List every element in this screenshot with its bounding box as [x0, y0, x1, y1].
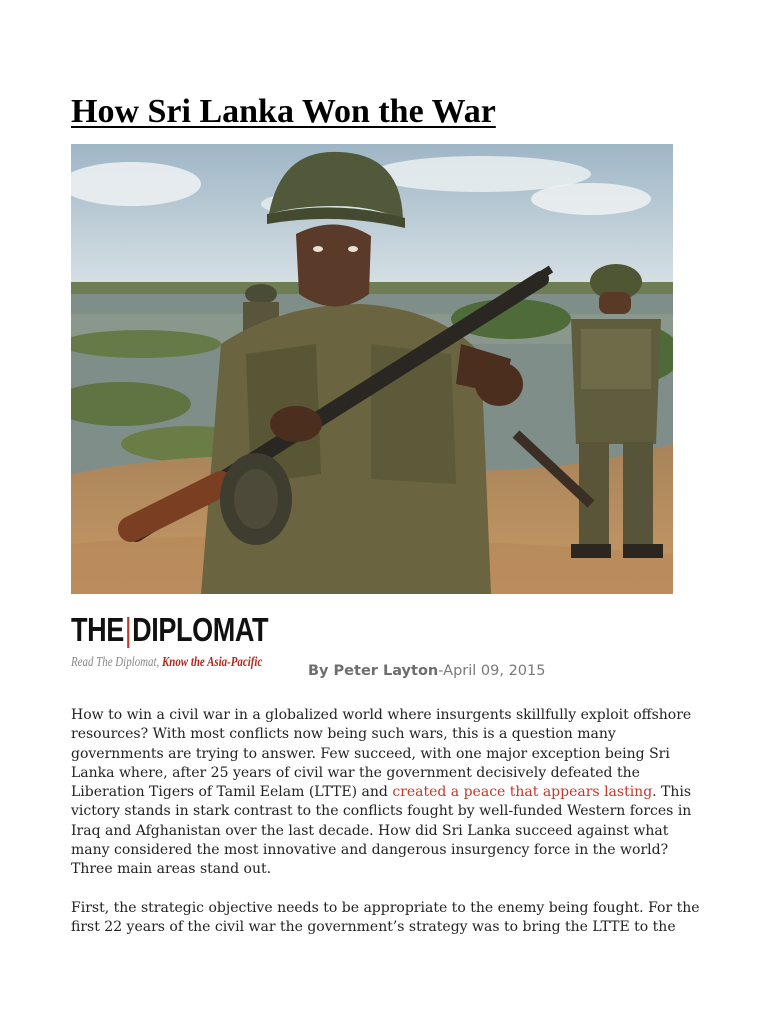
paragraph-2: First, the strategic objective needs to be appropriate to the enemy being fought. For the first 22 years of the civil war the government’s strategy was to bring the LTTE to the — [71, 899, 700, 935]
byline-separator: - — [438, 663, 444, 679]
logo-divider: | — [124, 611, 132, 648]
paragraph-1-text-a: How to win a civil war in a globalized world where insurgents skillfully exploit offshore resources? With most conflicts now being such wars, this is a question many governments are trying to answer. Few succeed, with one major exception being Sri Lanka where, after 25 years of civil war the government decisively defeated the Liberation Tigers of Tamil Eelam (LTTE) and — [71, 707, 692, 801]
logo-the-text: THE — [71, 611, 124, 648]
peace-lasting-link[interactable]: created a peace that appears lasting — [392, 784, 653, 801]
logo-tagline — [71, 653, 262, 673]
soldiers-photo — [71, 144, 673, 594]
paragraph-1 — [71, 706, 703, 880]
byline-author[interactable]: By Peter Layton — [308, 663, 439, 679]
article-byline — [308, 660, 545, 682]
article-body — [71, 706, 703, 956]
publication-header — [71, 608, 703, 684]
article-photo — [71, 144, 673, 594]
logo-diplomat-text: DIPLOMAT — [132, 611, 269, 648]
tagline-know: Know the Asia-Pacific — [161, 655, 263, 670]
article-title: How Sri Lanka Won the War — [71, 93, 496, 130]
the-diplomat-logo[interactable] — [71, 608, 268, 652]
tagline-read: Read The Diplomat, — [71, 655, 162, 670]
paragraph-1-text-b: . This victory stands in stark contrast to the conflicts fought by well-funded Western forces in Iraq and Afghanistan over the last decade. How did Sri Lanka succeed against what many considered the most innovative and dangerous insurgency force in the world? Three main areas stand out. — [71, 784, 692, 878]
byline-date: April 09, 2015 — [443, 663, 546, 679]
